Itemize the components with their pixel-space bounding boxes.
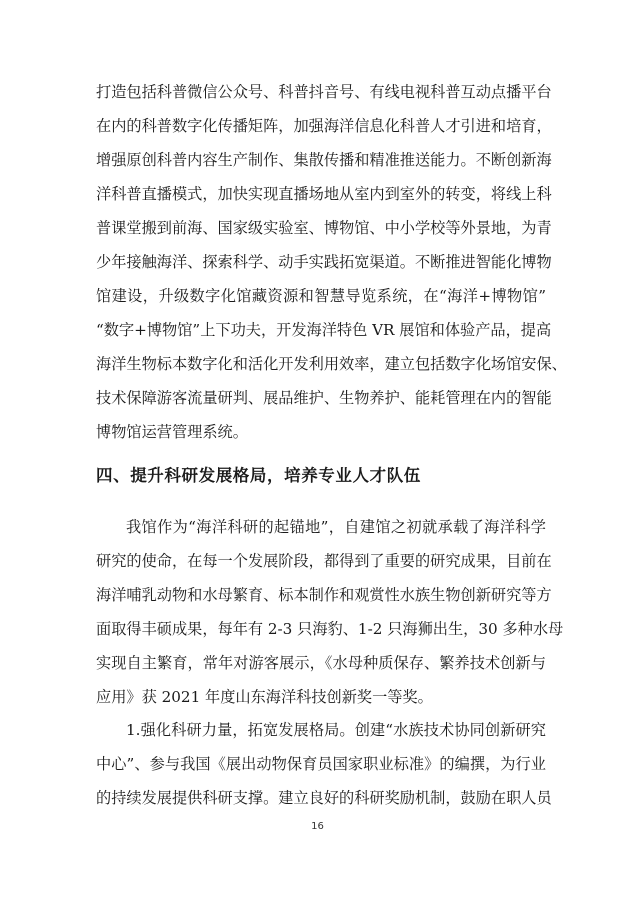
paragraph-2-line: 应用》获 2021 年度山东海洋科技创新奖一等奖。: [96, 688, 433, 706]
paragraph-1-line: 洋科普直播模式，加快实现直播场地从室内到室外的转变，将线上科: [96, 185, 552, 203]
paragraph-1-line: 海洋生物标本数字化和活化开发利用效率，建立包括数字化场馆安保、: [96, 355, 567, 373]
paragraph-1-line: 打造包括科普微信公众号、科普抖音号、有线电视科普互动点播平台: [96, 83, 552, 101]
paragraph-3-line: 的持续发展提供科研支撑。建立良好的科研奖励机制，鼓励在职人员: [96, 789, 552, 807]
paragraph-2-line: 海洋哺乳动物和水母繁育、标本制作和观赏性水族生物创新研究等方: [96, 586, 552, 604]
page-number: 16: [311, 821, 324, 832]
paragraph-1-line: 增强原创科普内容生产制作、集散传播和精准推送能力。不断创新海: [96, 151, 552, 169]
paragraph-1-line: 博物馆运营管理系统。: [96, 423, 248, 441]
paragraph-1-line: 在内的科普数字化传播矩阵，加强海洋信息化科普人才引进和培育，: [96, 117, 552, 135]
paragraph-2-line: 我馆作为“海洋科研的起锚地”，自建馆之初就承载了海洋科学: [126, 518, 546, 536]
paragraph-1-line: “数字+博物馆”上下功夫，开发海洋特色 VR 展馆和体验产品，提高: [96, 321, 552, 339]
paragraph-1-line: 少年接触海洋、探索科学、动手实践拓宽渠道。不断推进智能化博物: [96, 253, 552, 271]
paragraph-2-line: 实现自主繁育，常年对游客展示，《水母种质保存、繁养技术创新与: [96, 654, 546, 672]
section-heading: 四、提升科研发展格局，培养专业人才队伍: [96, 466, 421, 485]
paragraph-3-line: 中心”、参与我国《展出动物保育员国家职业标准》的编撰，为行业: [96, 755, 546, 773]
paragraph-3-line: 1.强化科研力量，拓宽发展格局。创建“水族技术协同创新研究: [126, 721, 546, 739]
paragraph-2-line: 面取得丰硕成果，每年有 2-3 只海豹、1-2 只海狮出生，30 多种水母: [96, 620, 564, 638]
paragraph-1-line: 馆建设，升级数字化馆藏资源和智慧导览系统，在“海洋+博物馆”: [96, 287, 546, 305]
paragraph-1-line: 技术保障游客流量研判、展品维护、生物养护、能耗管理在内的智能: [96, 389, 552, 407]
paragraph-1-line: 普课堂搬到前海、国家级实验室、博物馆、中小学校等外景地，为青: [96, 219, 552, 237]
paragraph-2-line: 研究的使命，在每一个发展阶段，都得到了重要的研究成果，目前在: [96, 552, 552, 570]
